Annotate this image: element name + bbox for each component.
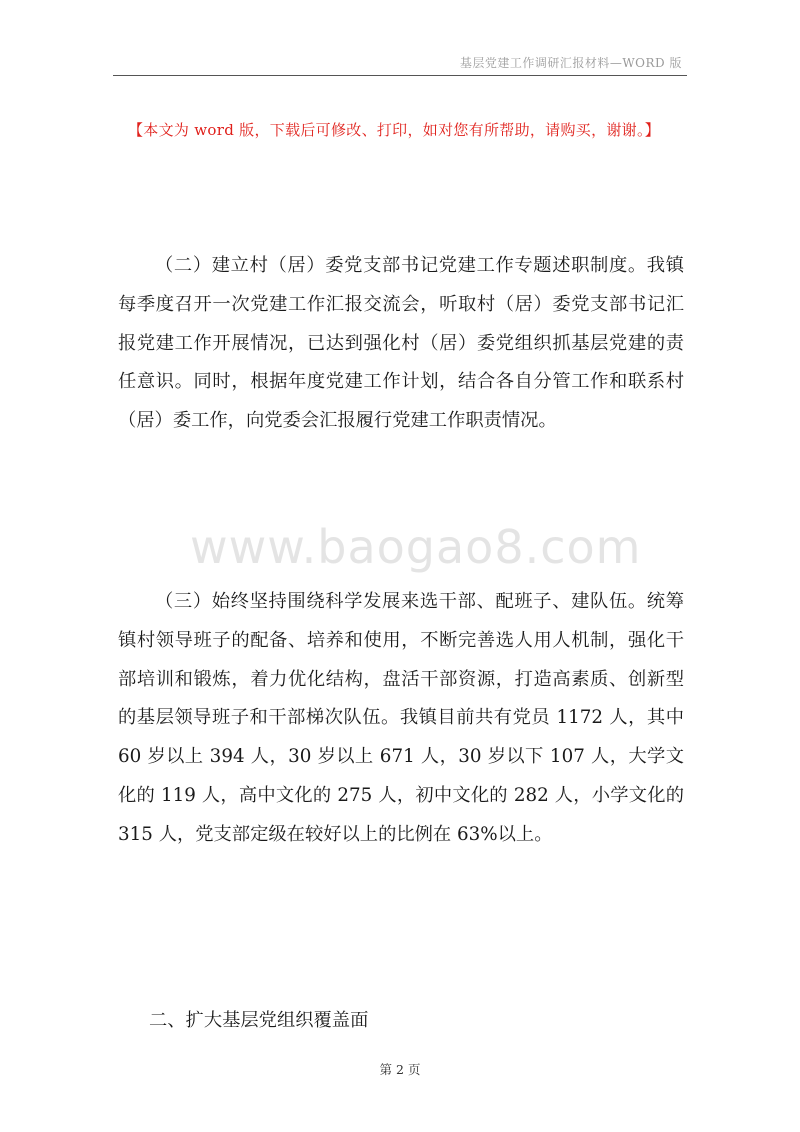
section-heading: 二、扩大基层党组织覆盖面 [149,1010,369,1031]
paragraph-2: （二）建立村（居）委党支部书记党建工作专题述职制度。我镇每季度召开一次党建工作汇报交流会，听取村（居）委党支部书记汇报党建工作开展情况，已达到强化村（居）委党组织抓基层党建的责任意识。同时，根据年度党建工作计划，结合各自分管工作和联系村（居）委工作，向党委会汇报履行党建工作职责情况。 [118,255,684,432]
header-divider [113,75,687,76]
page-number: 第 2 页 [379,1062,421,1077]
document-header-title: 基层党建工作调研汇报材料—WORD 版 [459,56,682,70]
paragraph-3: （三）始终坚持围绕科学发展来选干部、配班子、建队伍。统筹镇村领导班子的配备、培养和使用，不断完善选人用人机制，强化干部培训和锻炼，着力优化结构，盘活干部资源，打造高素质、创新型的基层领导班子和干部梯次队伍。我镇目前共有党员 1172 人，其中 60 岁以上 394 人，30 岁以上 671 人，30 岁以下 107 人，大学文化的 119 人，高中文化的 275 人，初中文化的 282 人，小学文化的 315 人，党支部定级在较好以上的比例在 63%以上。 [118,591,684,845]
purchase-notice: 【本文为 word 版，下载后可修改、打印，如对您有所帮助，请购买，谢谢。】 [128,121,661,139]
watermark-text: www.baogao8.com [190,520,642,574]
